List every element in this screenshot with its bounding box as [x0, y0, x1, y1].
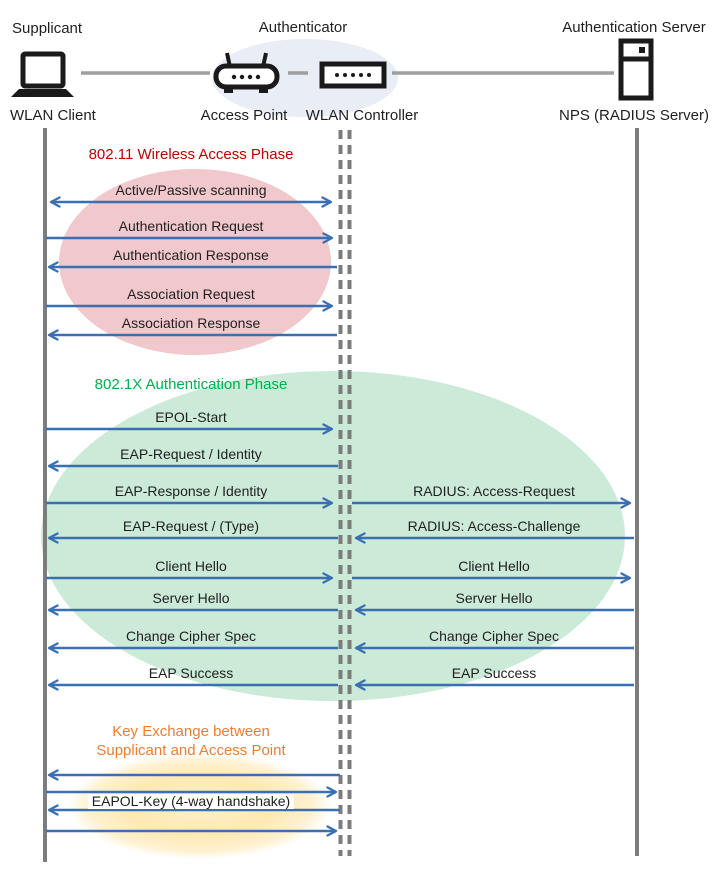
- message-label: Server Hello: [152, 590, 230, 606]
- actor-title-authentication-server: Authentication Server: [562, 19, 706, 36]
- device-label-access-point: Access Point: [200, 107, 288, 124]
- actor-title-authenticator: Authenticator: [258, 19, 348, 36]
- message-label: Change Cipher Spec: [429, 628, 559, 644]
- message-label: Authentication Request: [118, 218, 264, 234]
- message-label: Client Hello: [458, 558, 530, 574]
- phase-title-key-exchange-line2: Supplicant and Access Point: [96, 742, 286, 759]
- message-label: Change Cipher Spec: [126, 628, 256, 644]
- message-label: Active/Passive scanning: [115, 182, 267, 198]
- wlan-controller-icon: [322, 64, 384, 86]
- message-label: Client Hello: [155, 558, 227, 574]
- message-label: EPOL-Start: [155, 409, 227, 425]
- message-label: EAP-Request / Identity: [120, 446, 262, 462]
- message-label: EAP-Request / (Type): [122, 518, 260, 534]
- device-label-nps-server: NPS (RADIUS Server): [558, 107, 710, 124]
- actor-title-supplicant: Supplicant: [12, 20, 83, 37]
- phase-title-key-exchange-line1: Key Exchange between: [112, 723, 270, 740]
- device-label-wlan-controller: WLAN Controller: [305, 107, 419, 124]
- message-label: EAP Success: [451, 665, 537, 681]
- message-label: RADIUS: Access-Request: [413, 483, 575, 499]
- phase-title-802-11: 802.11 Wireless Access Phase: [88, 146, 294, 163]
- message-label: EAPOL-Key (4-way handshake): [88, 794, 294, 809]
- server-icon: [621, 41, 651, 98]
- message-label: RADIUS: Access-Challenge: [407, 518, 581, 534]
- message-label: Association Request: [127, 286, 255, 302]
- message-label: EAP-Response / Identity: [114, 483, 268, 499]
- phase-ellipse-802-1x: [41, 371, 625, 701]
- message-label: Server Hello: [455, 590, 533, 606]
- device-label-wlan-client: WLAN Client: [10, 107, 96, 124]
- message-label: EAP Success: [148, 665, 234, 681]
- message-label: Association Response: [121, 315, 261, 331]
- message-label: Authentication Response: [113, 247, 269, 263]
- laptop-icon: [11, 54, 74, 97]
- phase-title-802-1x: 802.1X Authentication Phase: [94, 376, 288, 393]
